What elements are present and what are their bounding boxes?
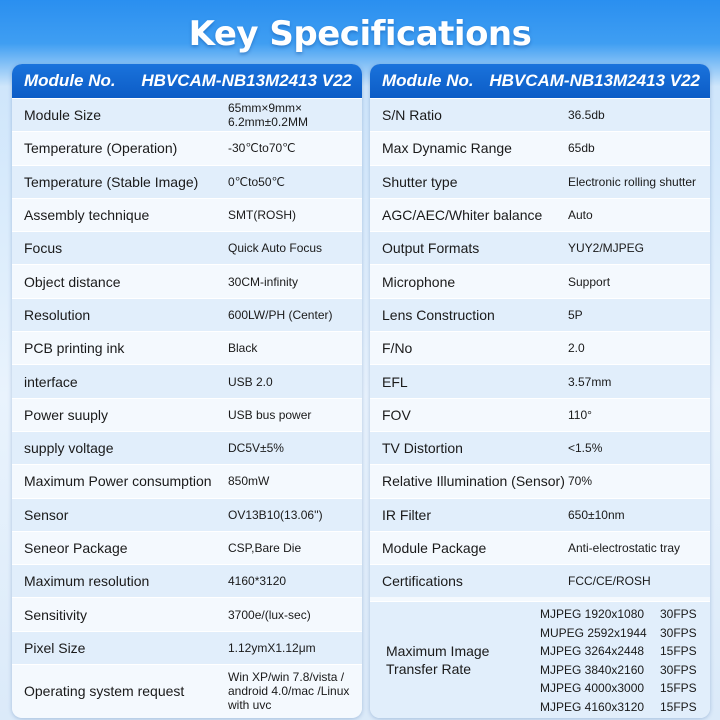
spec-value: 70% (568, 474, 593, 489)
spec-label: PCB printing ink (24, 340, 125, 357)
table-row (12, 298, 362, 331)
spec-value: 3700e/(lux-sec) (228, 607, 311, 622)
rate-resolution: MJPEG 4000x3000 (540, 681, 645, 695)
table-row (370, 298, 710, 331)
spec-label: IR Filter (382, 506, 431, 523)
spec-value: 850mW (228, 474, 270, 489)
table-row (12, 165, 362, 198)
spec-value: DC5V±5% (228, 441, 284, 456)
spec-label: Sensor (24, 506, 69, 523)
spec-label: Power suuply (24, 406, 109, 423)
spec-value: SMT(ROSH) (228, 208, 296, 223)
table-row (12, 264, 362, 297)
spec-label: FOV (382, 406, 411, 423)
table-row (12, 331, 362, 364)
rate-resolution: MJPEG 1920x1080 (540, 607, 645, 621)
spec-value: 0℃to50℃ (228, 174, 285, 189)
spec-value: 36.5db (568, 108, 605, 123)
spec-label: Pixel Size (24, 639, 86, 656)
table-row (370, 331, 710, 364)
table-row (12, 364, 362, 397)
spec-label: Assembly technique (24, 207, 150, 224)
spec-value: 650±10nm (568, 507, 625, 522)
rate-resolution: MUPEG 2592x1944 (540, 625, 647, 640)
rate-resolution: MJPEG 3264x2448 (540, 644, 645, 658)
transfer-rate-label: Maximum Image Transfer Rate (386, 643, 490, 677)
spec-table-right (370, 98, 710, 597)
spec-value: Win XP/win 7.8/vista / android 4.0/mac /Linux with uvc (228, 669, 350, 712)
spec-value: USB 2.0 (228, 374, 273, 389)
table-row (370, 564, 710, 597)
spec-panel-right (370, 64, 710, 718)
table-row (370, 364, 710, 397)
spec-value: FCC/CE/ROSH (568, 574, 651, 589)
spec-value: -30℃to70℃ (228, 141, 296, 156)
table-row (12, 631, 362, 664)
spec-value: 2.0 (568, 341, 585, 356)
spec-label: Maximum Power consumption (24, 473, 212, 490)
table-row (12, 597, 362, 630)
spec-table-left (12, 98, 362, 716)
spec-label: Seneor Package (24, 540, 128, 556)
spec-value: 30CM-infinity (228, 274, 299, 289)
spec-label: Relative Illumination (Sensor) (382, 473, 565, 490)
spec-value: 4160*3120 (228, 574, 287, 589)
table-row (370, 531, 710, 564)
spec-value: OV13B10(13.06'') (228, 507, 323, 522)
spec-label: F/No (382, 340, 413, 357)
spec-value: Auto (568, 208, 593, 223)
spec-label: AGC/AEC/Whiter balance (382, 207, 543, 224)
spec-label: EFL (382, 373, 408, 390)
rate-resolution: MJPEG 3840x2160 (540, 662, 645, 677)
spec-label: supply voltage (24, 440, 114, 457)
table-row (370, 498, 710, 531)
spec-label: Certifications (382, 573, 463, 590)
module-no-label: Module No. (24, 71, 116, 90)
spec-label: Output Formats (382, 240, 480, 257)
table-row (12, 464, 362, 497)
table-row (12, 98, 362, 131)
table-row (12, 564, 362, 597)
spec-value: 65mm×9mm× 6.2mm±0.2MM (228, 101, 308, 130)
spec-label: Focus (24, 240, 63, 257)
spec-label: Lens Construction (382, 306, 495, 323)
table-row (370, 464, 710, 497)
table-row (370, 264, 710, 297)
table-row (370, 131, 710, 164)
spec-value: YUY2/MJPEG (568, 241, 645, 256)
rate-fps: 30FPS (660, 607, 697, 621)
spec-value: Quick Auto Focus (228, 241, 323, 256)
module-no-value: HBVCAM-NB13M2413 V22 (141, 71, 352, 90)
table-row (12, 231, 362, 264)
rate-fps: 15FPS (660, 699, 697, 714)
spec-value: Black (228, 341, 258, 356)
spec-label: Operating system request (24, 682, 185, 699)
page-title: Key Specifications (188, 14, 532, 54)
spec-value: 3.57mm (568, 374, 612, 389)
spec-value: 600LW/PH (Center) (228, 307, 333, 322)
spec-label: Shutter type (382, 173, 458, 190)
spec-value: CSP,Bare Die (228, 541, 302, 555)
rate-fps: 30FPS (660, 625, 697, 640)
panel-header (12, 64, 362, 98)
spec-label: interface (24, 373, 78, 390)
spec-label: Sensitivity (24, 606, 88, 623)
spec-value: <1.5% (568, 441, 603, 456)
spec-label: TV Distortion (382, 440, 463, 457)
spec-value: 1.12ymX1.12μm (228, 640, 316, 655)
spec-panel-left (12, 64, 362, 718)
spec-label: Max Dynamic Range (382, 140, 512, 157)
transfer-rate-section (370, 601, 710, 718)
spec-value: 65db (568, 141, 595, 156)
table-row (12, 531, 362, 564)
table-row (370, 231, 710, 264)
module-no-value: HBVCAM-NB13M2413 V22 (489, 71, 700, 90)
spec-label: Object distance (24, 273, 121, 290)
spec-label: Module Size (24, 107, 102, 124)
spec-value: 5P (568, 307, 583, 322)
spec-label: Resolution (24, 306, 91, 323)
table-row (12, 131, 362, 164)
spec-label: Module Package (382, 540, 487, 556)
spec-value: Anti-electrostatic tray (568, 541, 681, 555)
table-row (12, 398, 362, 431)
table-row (370, 198, 710, 231)
spec-value: USB bus power (228, 407, 312, 422)
module-no-label: Module No. (382, 71, 474, 90)
table-row (12, 431, 362, 464)
spec-value: 110° (568, 407, 592, 422)
spec-label: Temperature (Stable Image) (24, 173, 199, 190)
table-row (370, 398, 710, 431)
spec-label: Maximum resolution (24, 573, 150, 590)
rate-fps: 15FPS (660, 644, 697, 658)
spec-value: Electronic rolling shutter (568, 174, 697, 189)
panel-header (370, 64, 710, 98)
rate-resolution: MJPEG 4160x3120 (540, 699, 645, 714)
spec-value: Support (568, 274, 611, 289)
rate-fps: 30FPS (660, 662, 697, 677)
table-row (12, 198, 362, 231)
table-row (370, 98, 710, 131)
table-row (370, 431, 710, 464)
table-row (12, 664, 362, 716)
spec-label: Microphone (382, 273, 456, 290)
table-row (370, 165, 710, 198)
spec-label: S/N Ratio (382, 107, 442, 124)
spec-label: Temperature (Operation) (24, 140, 178, 157)
table-row (12, 498, 362, 531)
rate-fps: 15FPS (660, 681, 697, 695)
